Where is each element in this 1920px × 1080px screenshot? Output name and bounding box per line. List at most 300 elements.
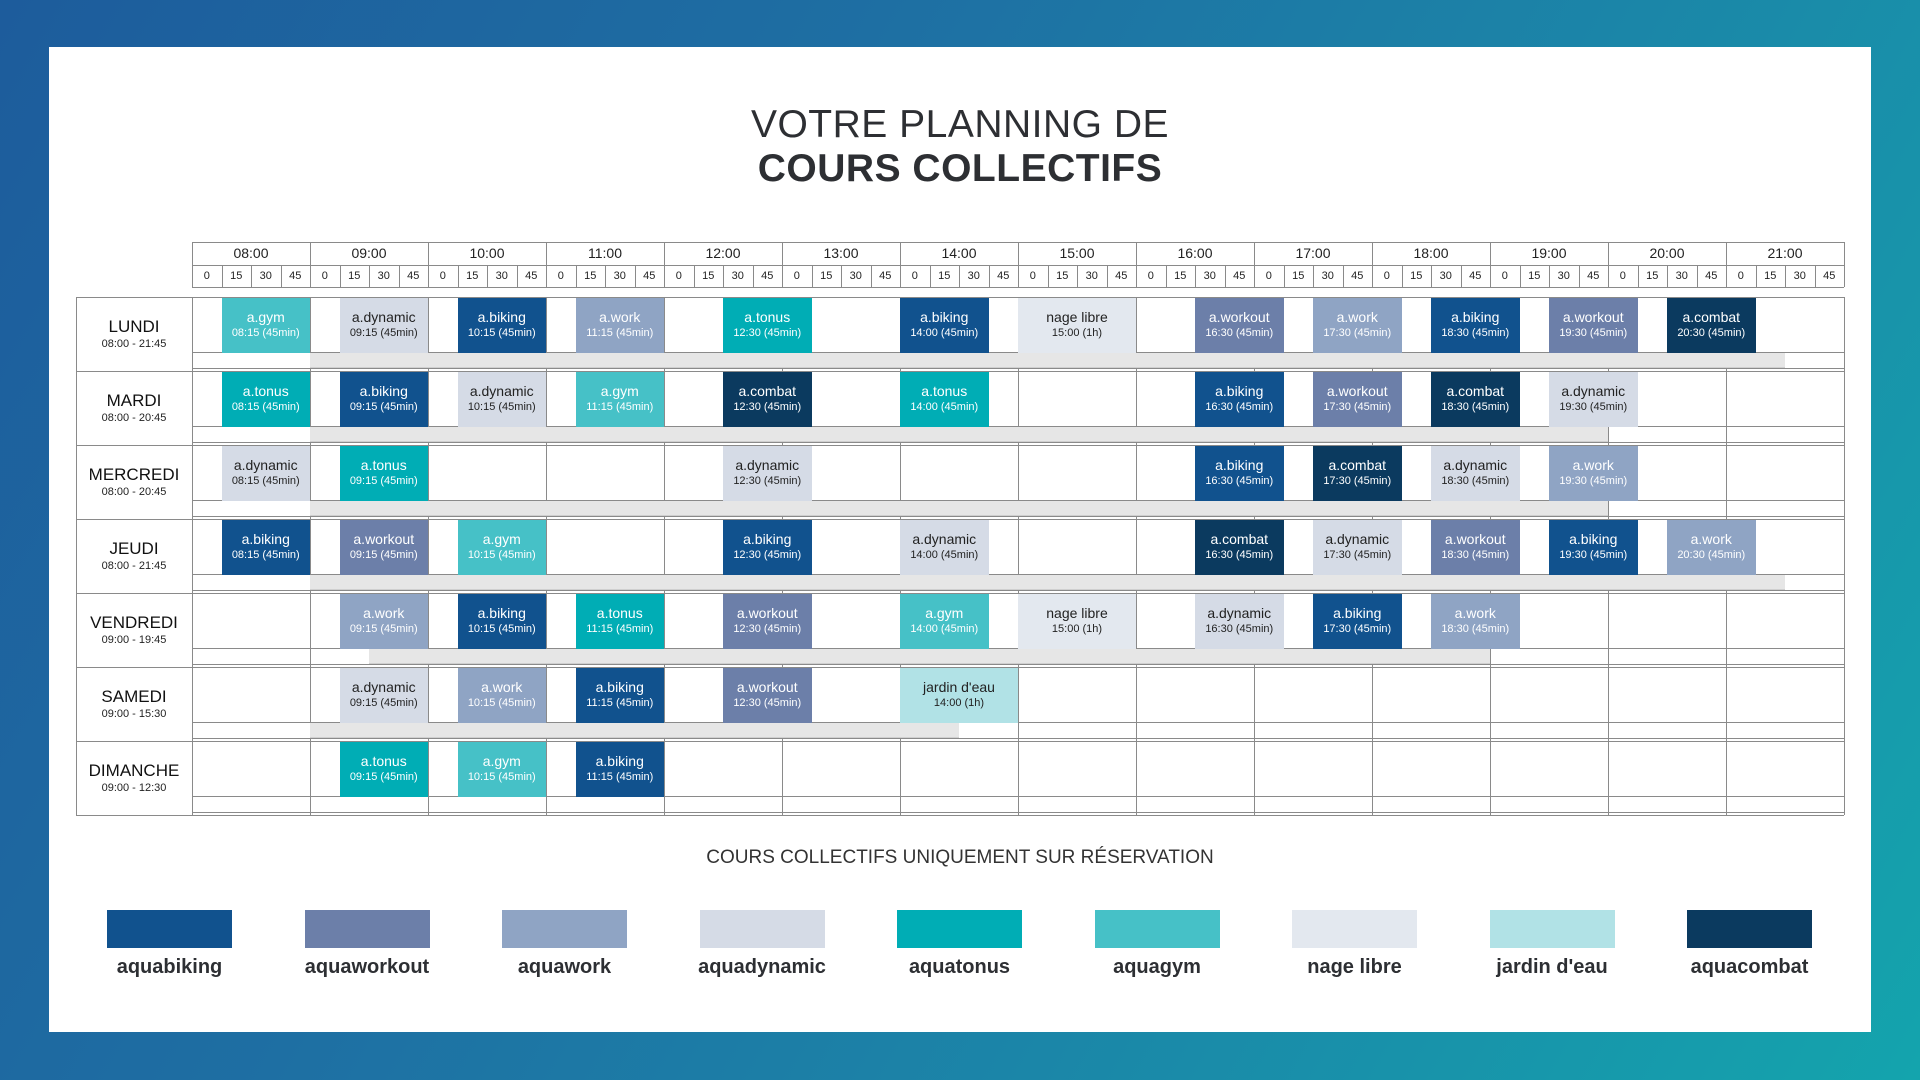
class-time: 08:15 (45min) xyxy=(231,549,300,561)
class-block[interactable] xyxy=(723,372,812,427)
class-block[interactable] xyxy=(900,520,989,575)
minute-label: 45 xyxy=(879,270,892,282)
class-time: 12:30 (45min) xyxy=(733,475,802,487)
class-name: a.dynamic xyxy=(351,309,416,325)
minute-label: 45 xyxy=(1351,270,1364,282)
quarter-divider xyxy=(281,265,282,287)
class-name: a.workout xyxy=(1208,309,1270,325)
hour-divider xyxy=(1136,242,1137,287)
quarter-divider xyxy=(723,265,724,287)
availability-bar xyxy=(310,500,1608,516)
minute-label: 0 xyxy=(439,270,446,282)
hour-label: 14:00 xyxy=(941,245,977,261)
minute-label: 30 xyxy=(1085,270,1098,282)
quarter-divider xyxy=(1225,265,1226,287)
class-time: 19:30 (45min) xyxy=(1559,327,1628,339)
class-name: a.tonus xyxy=(744,309,791,325)
class-time: 20:30 (45min) xyxy=(1677,327,1746,339)
class-name: a.biking xyxy=(1215,457,1264,473)
hour-label: 12:00 xyxy=(705,245,741,261)
class-block[interactable] xyxy=(900,668,1018,723)
hour-label: 15:00 xyxy=(1059,245,1095,261)
lane-bottom-line xyxy=(192,664,1844,665)
minute-label: 30 xyxy=(613,270,626,282)
quarter-divider xyxy=(251,265,252,287)
quarter-divider xyxy=(959,265,960,287)
minute-label: 15 xyxy=(1646,270,1659,282)
class-name: a.work xyxy=(1454,605,1496,621)
quarter-divider xyxy=(1638,265,1639,287)
class-block[interactable] xyxy=(1431,594,1520,649)
minute-label: 30 xyxy=(377,270,390,282)
minute-label: 0 xyxy=(1029,270,1036,282)
class-block[interactable] xyxy=(1549,520,1638,575)
class-name: a.dynamic xyxy=(351,679,416,695)
hour-label: 10:00 xyxy=(469,245,505,261)
class-block[interactable] xyxy=(576,298,665,353)
class-time: 16:30 (45min) xyxy=(1205,549,1274,561)
minute-label: 45 xyxy=(1115,270,1128,282)
minute-label: 15 xyxy=(230,270,243,282)
quarter-divider xyxy=(1402,265,1403,287)
class-time: 12:30 (45min) xyxy=(733,549,802,561)
class-name: a.biking xyxy=(1215,383,1264,399)
class-block[interactable] xyxy=(1667,520,1756,575)
day-hours: 08:00 - 21:45 xyxy=(101,560,167,572)
day-name: JEUDI xyxy=(109,539,159,558)
day-name: LUNDI xyxy=(108,317,160,336)
class-block[interactable] xyxy=(340,594,429,649)
class-time: 10:15 (45min) xyxy=(467,327,536,339)
class-name: a.work xyxy=(481,679,523,695)
class-name: a.work xyxy=(363,605,405,621)
class-block[interactable] xyxy=(222,372,311,427)
class-block[interactable] xyxy=(222,298,311,353)
class-time: 09:15 (45min) xyxy=(349,697,418,709)
reservation-note: COURS COLLECTIFS UNIQUEMENT SUR RÉSERVATION xyxy=(706,847,1214,868)
quarter-divider xyxy=(989,265,990,287)
hour-label: 20:00 xyxy=(1649,245,1685,261)
class-name: a.work xyxy=(1572,457,1614,473)
minute-label: 45 xyxy=(643,270,656,282)
minute-label: 30 xyxy=(1321,270,1334,282)
minute-label: 15 xyxy=(466,270,479,282)
quarter-divider xyxy=(576,265,577,287)
day-hours: 08:00 - 20:45 xyxy=(101,486,167,498)
class-time: 10:15 (45min) xyxy=(467,623,536,635)
quarter-divider xyxy=(1756,265,1757,287)
class-time: 20:30 (45min) xyxy=(1677,549,1746,561)
minute-label: 45 xyxy=(1823,270,1836,282)
class-block[interactable] xyxy=(1313,520,1402,575)
class-name: a.gym xyxy=(482,753,521,769)
class-name: a.combat xyxy=(1328,457,1387,473)
class-time: 12:30 (45min) xyxy=(733,327,802,339)
lane-bottom-line xyxy=(192,516,1844,517)
lane-line xyxy=(192,722,1844,723)
legend-swatch-aquadynamic xyxy=(700,910,825,948)
class-time: 11:15 (45min) xyxy=(586,327,654,339)
hour-label: 11:00 xyxy=(588,245,622,261)
class-time: 10:15 (45min) xyxy=(467,401,536,413)
minute-label: 15 xyxy=(1056,270,1069,282)
day-name: MERCREDI xyxy=(88,465,180,484)
class-block[interactable] xyxy=(458,372,547,427)
minute-label: 30 xyxy=(1793,270,1806,282)
quarter-divider xyxy=(605,265,606,287)
class-name: a.dynamic xyxy=(1325,531,1390,547)
quarter-divider xyxy=(487,265,488,287)
quarter-divider xyxy=(753,265,754,287)
minute-label: 15 xyxy=(702,270,715,282)
class-block[interactable] xyxy=(723,520,812,575)
minute-label: 15 xyxy=(1528,270,1541,282)
legend-label: aquatonus xyxy=(908,956,1011,978)
class-block[interactable] xyxy=(1195,372,1284,427)
class-time: 10:15 (45min) xyxy=(467,771,536,783)
class-block[interactable] xyxy=(1549,446,1638,501)
class-block[interactable] xyxy=(723,594,812,649)
quarter-divider xyxy=(930,265,931,287)
hour-label: 19:00 xyxy=(1531,245,1567,261)
class-time: 18:30 (45min) xyxy=(1441,549,1510,561)
class-block[interactable] xyxy=(900,298,989,353)
class-name: a.workout xyxy=(1562,309,1624,325)
day-name: VENDREDI xyxy=(90,613,178,632)
legend-label: aquabiking xyxy=(116,956,223,978)
class-block[interactable] xyxy=(900,372,989,427)
quarter-divider xyxy=(399,265,400,287)
minute-label: 0 xyxy=(675,270,682,282)
minute-label: 15 xyxy=(1410,270,1423,282)
class-block[interactable] xyxy=(1313,594,1402,649)
minute-label: 15 xyxy=(1292,270,1305,282)
hour-divider xyxy=(1726,242,1727,287)
class-time: 09:15 (45min) xyxy=(349,623,418,635)
quarter-divider xyxy=(1667,265,1668,287)
class-name: a.tonus xyxy=(596,605,643,621)
legend-label: aquawork xyxy=(517,956,612,978)
legend-swatch-aquawork xyxy=(502,910,627,948)
class-time: 10:15 (45min) xyxy=(467,697,536,709)
quarter-divider xyxy=(458,265,459,287)
availability-bar xyxy=(310,722,959,738)
class-name: a.dynamic xyxy=(735,457,800,473)
class-time: 17:30 (45min) xyxy=(1323,401,1392,413)
minute-label: 15 xyxy=(584,270,597,282)
hour-label: 16:00 xyxy=(1177,245,1213,261)
class-name: a.biking xyxy=(477,309,526,325)
class-time: 14:00 (45min) xyxy=(910,401,979,413)
class-block[interactable] xyxy=(1549,372,1638,427)
minute-label: 30 xyxy=(849,270,862,282)
minute-label: 0 xyxy=(203,270,210,282)
quarter-divider xyxy=(222,265,223,287)
quarter-divider xyxy=(1549,265,1550,287)
class-block[interactable] xyxy=(576,372,665,427)
minute-label: 0 xyxy=(1383,270,1390,282)
quarter-divider xyxy=(1520,265,1521,287)
day-hours: 09:00 - 12:30 xyxy=(101,782,167,794)
class-time: 09:15 (45min) xyxy=(349,401,418,413)
hour-divider xyxy=(1844,242,1845,287)
hour-label: 21:00 xyxy=(1767,245,1803,261)
hour-divider xyxy=(428,242,429,287)
quarter-divider xyxy=(1166,265,1167,287)
class-block[interactable] xyxy=(340,298,429,353)
class-block[interactable] xyxy=(1313,372,1402,427)
class-name: a.biking xyxy=(477,605,526,621)
legend-label: nage libre xyxy=(1307,956,1402,978)
class-time: 14:00 (45min) xyxy=(910,327,979,339)
class-block[interactable] xyxy=(1195,520,1284,575)
class-time: 09:15 (45min) xyxy=(349,771,418,783)
class-name: a.work xyxy=(1690,531,1732,547)
legend-swatch-jardin xyxy=(1490,910,1615,948)
class-time: 19:30 (45min) xyxy=(1559,475,1628,487)
class-block[interactable] xyxy=(1195,446,1284,501)
hour-divider xyxy=(192,242,193,287)
quarter-divider xyxy=(1313,265,1314,287)
legend-swatch-aquatonus xyxy=(897,910,1022,948)
availability-bar xyxy=(310,352,1785,368)
page-title-line2: COURS COLLECTIFS xyxy=(757,147,1163,190)
class-block[interactable] xyxy=(458,742,547,797)
minute-label: 0 xyxy=(1501,270,1508,282)
quarter-divider xyxy=(1107,265,1108,287)
quarter-divider xyxy=(871,265,872,287)
class-block[interactable] xyxy=(723,298,812,353)
class-name: a.dynamic xyxy=(1207,605,1272,621)
minute-label: 30 xyxy=(495,270,508,282)
class-block[interactable] xyxy=(1431,446,1520,501)
lane-bottom-line xyxy=(192,812,1844,813)
minute-label: 45 xyxy=(997,270,1010,282)
class-name: a.workout xyxy=(736,605,798,621)
class-name: nage libre xyxy=(1046,309,1108,325)
class-time: 12:30 (45min) xyxy=(733,697,802,709)
day-hours: 08:00 - 20:45 xyxy=(101,412,167,424)
class-block[interactable] xyxy=(900,594,989,649)
hour-divider xyxy=(1608,242,1609,287)
class-name: a.biking xyxy=(1451,309,1500,325)
class-time: 17:30 (45min) xyxy=(1323,475,1392,487)
day-hours: 09:00 - 19:45 xyxy=(101,634,167,646)
class-time: 10:15 (45min) xyxy=(467,549,536,561)
minute-label: 30 xyxy=(1557,270,1570,282)
minute-label: 45 xyxy=(1233,270,1246,282)
class-block[interactable] xyxy=(340,742,429,797)
class-block[interactable] xyxy=(576,668,665,723)
minute-label: 15 xyxy=(348,270,361,282)
class-time: 11:15 (45min) xyxy=(586,401,654,413)
class-time: 17:30 (45min) xyxy=(1323,623,1392,635)
class-name: a.combat xyxy=(1682,309,1741,325)
minute-label: 15 xyxy=(938,270,951,282)
class-name: a.combat xyxy=(738,383,797,399)
hour-label: 09:00 xyxy=(351,245,387,261)
class-name: a.workout xyxy=(1444,531,1506,547)
hour-divider xyxy=(900,242,901,287)
legend-label: aquacombat xyxy=(1690,956,1809,978)
quarter-divider xyxy=(635,265,636,287)
class-name: a.dynamic xyxy=(1561,383,1626,399)
hour-divider xyxy=(1018,242,1019,287)
class-block[interactable] xyxy=(1549,298,1638,353)
minute-label: 0 xyxy=(1265,270,1272,282)
class-time: 17:30 (45min) xyxy=(1323,327,1392,339)
class-name: a.tonus xyxy=(360,457,407,473)
class-time: 19:30 (45min) xyxy=(1559,401,1628,413)
class-time: 14:00 (45min) xyxy=(910,549,979,561)
class-block[interactable] xyxy=(340,446,429,501)
hour-divider xyxy=(310,242,311,287)
lane-bottom-line xyxy=(192,368,1844,369)
minute-label: 45 xyxy=(1705,270,1718,282)
availability-bar xyxy=(310,574,1785,590)
quarter-divider xyxy=(517,265,518,287)
quarter-divider xyxy=(1815,265,1816,287)
class-block[interactable] xyxy=(1431,298,1520,353)
legend-swatch-aquagym xyxy=(1095,910,1220,948)
class-block[interactable] xyxy=(458,668,547,723)
minute-label: 0 xyxy=(793,270,800,282)
hour-divider xyxy=(1372,242,1373,287)
minute-label: 0 xyxy=(321,270,328,282)
class-name: jardin d'eau xyxy=(923,679,995,695)
hour-divider xyxy=(546,242,547,287)
class-name: a.biking xyxy=(595,753,644,769)
minute-label: 30 xyxy=(1439,270,1452,282)
class-name: a.gym xyxy=(600,383,639,399)
class-time: 08:15 (45min) xyxy=(231,327,300,339)
quarter-divider xyxy=(1697,265,1698,287)
legend-swatch-aquacombat xyxy=(1687,910,1812,948)
class-name: a.combat xyxy=(1446,383,1505,399)
minute-label: 45 xyxy=(761,270,774,282)
legend-swatch-aquabiking xyxy=(107,910,232,948)
quarter-divider xyxy=(1461,265,1462,287)
minute-label: 0 xyxy=(557,270,564,282)
legend-label: aquadynamic xyxy=(698,956,826,978)
quarter-divider xyxy=(340,265,341,287)
class-block[interactable] xyxy=(576,594,665,649)
class-block[interactable] xyxy=(458,520,547,575)
quarter-divider xyxy=(1343,265,1344,287)
hour-label: 08:00 xyxy=(233,245,269,261)
minute-label: 30 xyxy=(1203,270,1216,282)
class-block[interactable] xyxy=(340,668,429,723)
class-name: a.biking xyxy=(595,679,644,695)
hour-label: 18:00 xyxy=(1413,245,1449,261)
class-block[interactable] xyxy=(723,668,812,723)
class-name: nage libre xyxy=(1046,605,1108,621)
legend-swatch-nagelibre xyxy=(1292,910,1417,948)
class-block[interactable] xyxy=(458,298,547,353)
day-hours: 08:00 - 21:45 xyxy=(101,338,167,350)
hour-divider xyxy=(664,242,665,287)
class-time: 16:30 (45min) xyxy=(1205,327,1274,339)
class-name: a.tonus xyxy=(360,753,407,769)
minute-label: 30 xyxy=(731,270,744,282)
class-name: a.biking xyxy=(743,531,792,547)
quarter-divider xyxy=(369,265,370,287)
quarter-divider xyxy=(1579,265,1580,287)
legend-label: jardin d'eau xyxy=(1496,956,1608,978)
class-time: 14:00 (1h) xyxy=(933,697,985,709)
schedule-card xyxy=(49,47,1871,1032)
minute-label: 0 xyxy=(1147,270,1154,282)
class-name: a.combat xyxy=(1210,531,1269,547)
quarter-divider xyxy=(1195,265,1196,287)
availability-bar xyxy=(310,426,1608,442)
hour-label: 17:00 xyxy=(1295,245,1331,261)
lane-line xyxy=(192,796,1844,797)
class-time: 08:15 (45min) xyxy=(231,475,300,487)
class-block[interactable] xyxy=(1667,298,1756,353)
minute-label: 45 xyxy=(407,270,420,282)
minute-label: 30 xyxy=(259,270,272,282)
class-name: a.dynamic xyxy=(1443,457,1508,473)
hour-column-line xyxy=(1844,297,1845,815)
page-title-line1: VOTRE PLANNING DE xyxy=(750,103,1170,146)
class-block[interactable] xyxy=(1195,298,1284,353)
class-block[interactable] xyxy=(340,520,429,575)
class-block[interactable] xyxy=(1431,372,1520,427)
legend-label: aquaworkout xyxy=(304,956,430,978)
class-name: a.gym xyxy=(482,531,521,547)
lane-bottom-line xyxy=(192,442,1844,443)
legend-label: aquagym xyxy=(1113,956,1201,978)
class-name: a.dynamic xyxy=(469,383,534,399)
class-block[interactable] xyxy=(1313,446,1402,501)
day-name: DIMANCHE xyxy=(88,761,180,780)
class-block[interactable] xyxy=(1018,298,1136,353)
class-name: a.biking xyxy=(241,531,290,547)
class-name: a.work xyxy=(1336,309,1378,325)
class-block[interactable] xyxy=(1431,520,1520,575)
class-block[interactable] xyxy=(340,372,429,427)
class-name: a.dynamic xyxy=(233,457,298,473)
day-name: MARDI xyxy=(106,391,162,410)
class-block[interactable] xyxy=(1018,594,1136,649)
quarter-divider xyxy=(1048,265,1049,287)
class-block[interactable] xyxy=(723,446,812,501)
class-time: 08:15 (45min) xyxy=(231,401,300,413)
class-name: a.tonus xyxy=(242,383,289,399)
class-name: a.tonus xyxy=(921,383,968,399)
class-name: a.workout xyxy=(1326,383,1388,399)
class-time: 11:15 (45min) xyxy=(586,623,654,635)
minute-label: 0 xyxy=(1619,270,1626,282)
class-block[interactable] xyxy=(222,520,311,575)
minute-label: 0 xyxy=(1737,270,1744,282)
class-block[interactable] xyxy=(1313,298,1402,353)
quarter-divider xyxy=(1077,265,1078,287)
class-block[interactable] xyxy=(458,594,547,649)
class-block[interactable] xyxy=(576,742,665,797)
minute-label: 45 xyxy=(289,270,302,282)
availability-bar xyxy=(369,648,1490,664)
minute-label: 15 xyxy=(1764,270,1777,282)
class-time: 12:30 (45min) xyxy=(733,623,802,635)
class-block[interactable] xyxy=(222,446,311,501)
class-time: 16:30 (45min) xyxy=(1205,401,1274,413)
class-block[interactable] xyxy=(1195,594,1284,649)
minute-label: 30 xyxy=(1675,270,1688,282)
header-bottom-line xyxy=(192,287,1844,288)
class-time: 15:00 (1h) xyxy=(1051,623,1103,635)
